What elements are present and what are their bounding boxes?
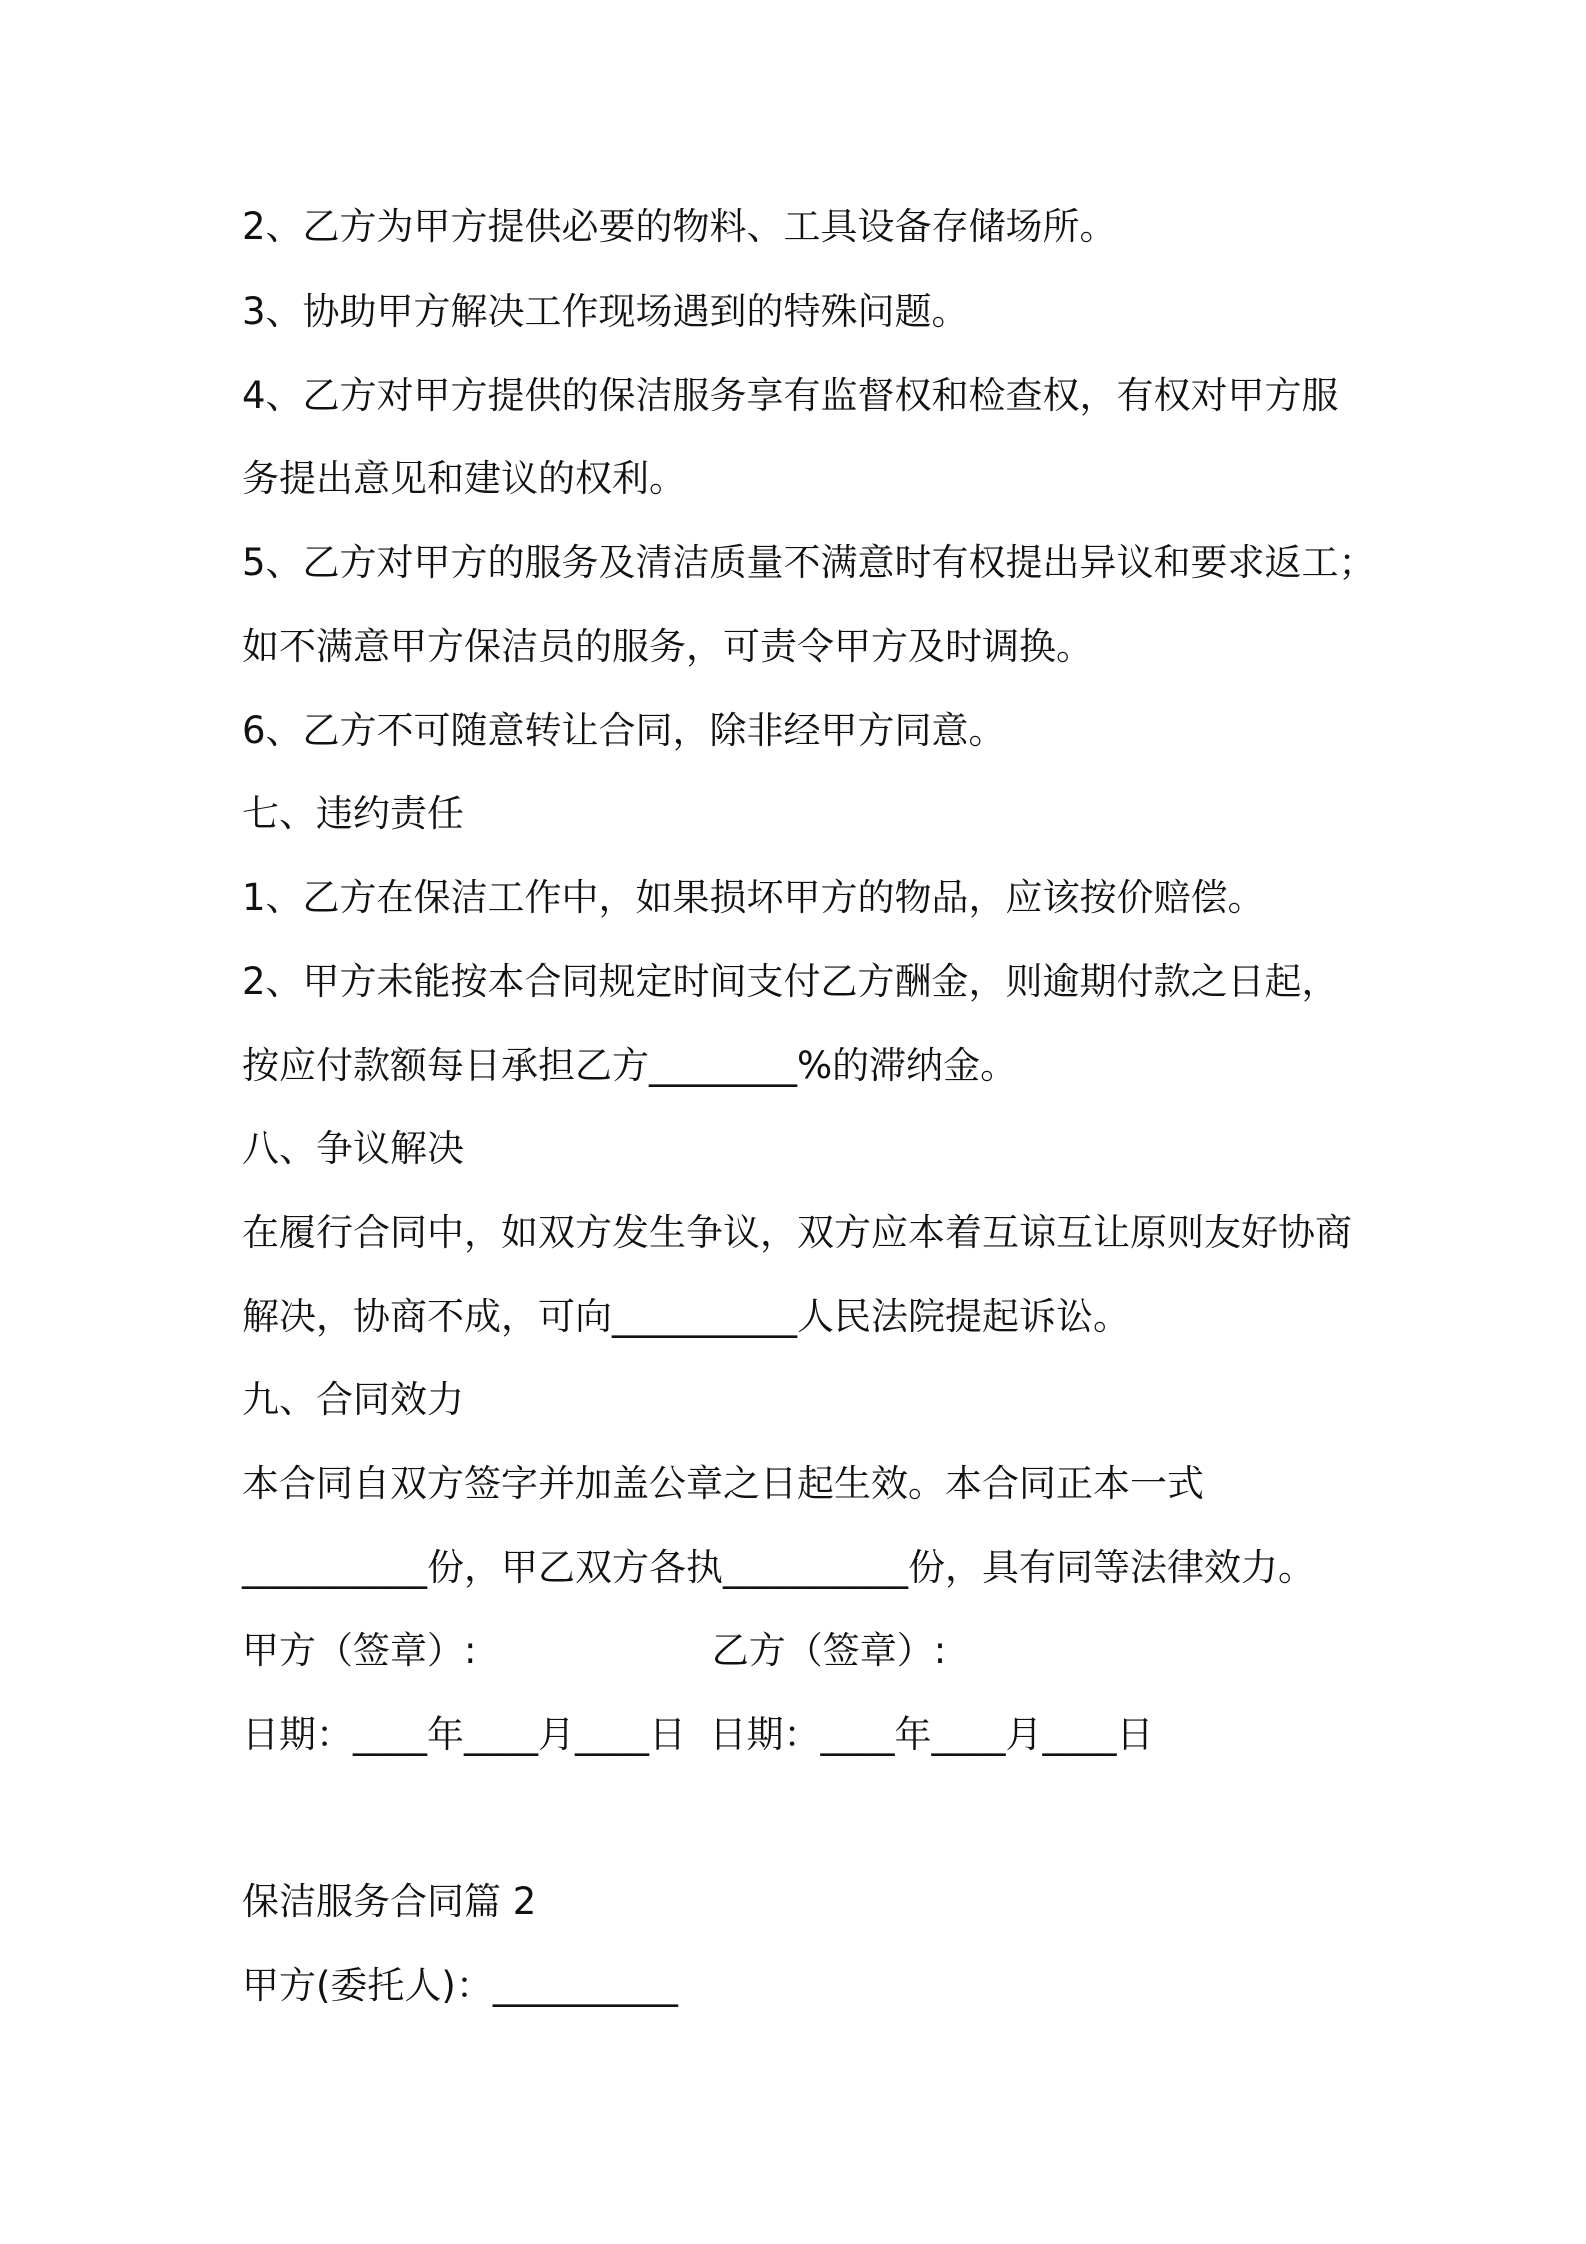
breach-clause-2: 2、甲方未能按本合同规定时间支付乙方酬金，则逾期付款之日起， bbox=[242, 960, 1339, 1003]
date-line: 日期：____年____月____日 日期：____年____月____日 bbox=[242, 1713, 1154, 1756]
clause-line-5-cont: 如不满意甲方保洁员的服务，可责令甲方及时调换。 bbox=[242, 625, 1093, 668]
validity-text: 本合同自双方签字并加盖公章之日起生效。本合同正本一式 bbox=[242, 1462, 1204, 1505]
clause-line-4-cont: 务提出意见和建议的权利。 bbox=[242, 457, 686, 500]
section-heading-dispute: 八、争议解决 bbox=[242, 1127, 464, 1170]
section-heading-validity: 九、合同效力 bbox=[242, 1378, 464, 1421]
contract-title-part-2: 保洁服务合同篇 2 bbox=[242, 1880, 537, 1923]
dispute-text: 在履行合同中，如双方发生争议，双方应本着互谅互让原则友好协商 bbox=[242, 1211, 1352, 1254]
clause-line-6: 6、乙方不可随意转让合同，除非经甲方同意。 bbox=[242, 709, 1006, 752]
validity-text-cont: __________份，甲乙双方各执__________份，具有同等法律效力。 bbox=[242, 1546, 1315, 1589]
clause-line-5: 5、乙方对甲方的服务及清洁质量不满意时有权提出异议和要求返工； bbox=[242, 541, 1376, 584]
breach-clause-1: 1、乙方在保洁工作中，如果损坏甲方的物品，应该按价赔偿。 bbox=[242, 876, 1265, 919]
dispute-text-cont: 解决，协商不成，可向__________人民法院提起诉讼。 bbox=[242, 1295, 1130, 1338]
signature-line: 甲方（签章）: 乙方（签章）: bbox=[242, 1629, 947, 1672]
breach-clause-2-cont: 按应付款额每日承担乙方________%的滞纳金。 bbox=[242, 1044, 1018, 1087]
section-heading-breach: 七、违约责任 bbox=[242, 792, 464, 835]
clause-line-2: 2、乙方为甲方提供必要的物料、工具设备存储场所。 bbox=[242, 205, 1117, 248]
clause-line-4: 4、乙方对甲方提供的保洁服务享有监督权和检查权，有权对甲方服 bbox=[242, 374, 1339, 417]
party-a-line: 甲方(委托人)：__________ bbox=[242, 1964, 678, 2007]
clause-line-3: 3、协助甲方解决工作现场遇到的特殊问题。 bbox=[242, 290, 969, 333]
